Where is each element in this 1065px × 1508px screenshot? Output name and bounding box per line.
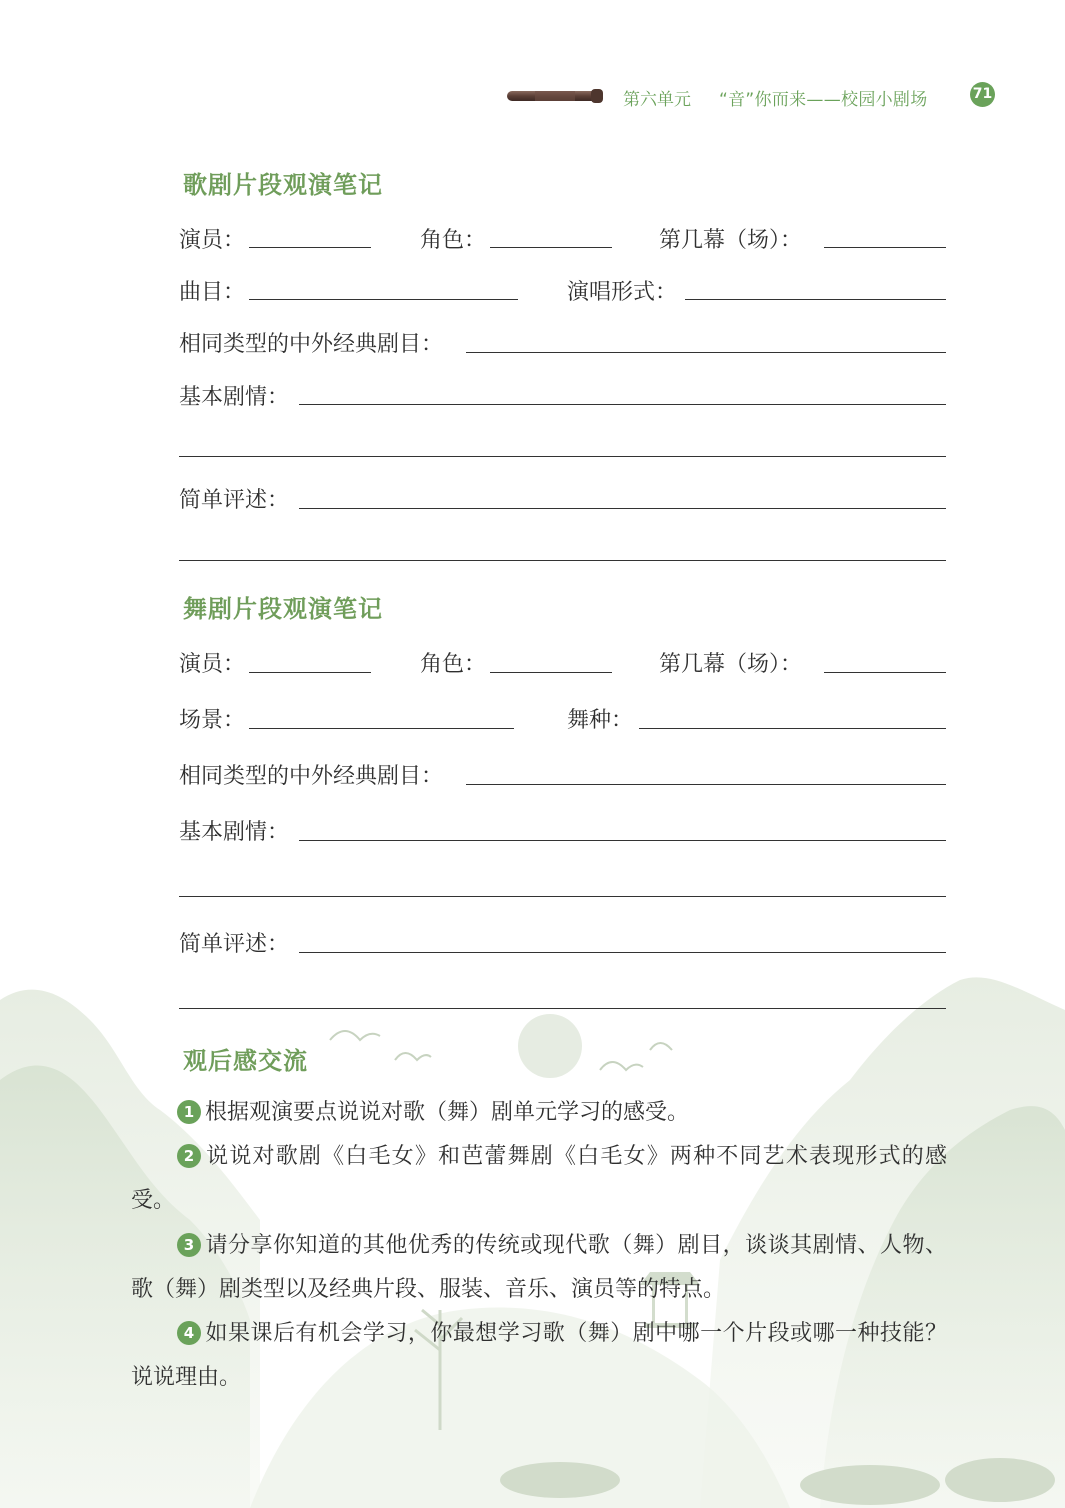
opera-role-field[interactable] xyxy=(490,247,612,248)
opera-similar-label: 相同类型的中外经典剧目： xyxy=(179,332,444,357)
reflection-heading: 观后感交流 xyxy=(183,1046,308,1075)
opera-act-field[interactable] xyxy=(824,247,946,248)
opera-plot-label: 基本剧情： xyxy=(179,385,290,410)
opera-song-field[interactable] xyxy=(249,299,518,300)
dance-type-label: 舞种： xyxy=(567,708,634,733)
dance-act-label: 第几幕（场）： xyxy=(659,652,803,677)
opera-role-label: 角色： xyxy=(420,228,487,253)
page-header xyxy=(505,82,1005,112)
dance-role-label: 角色： xyxy=(420,652,487,677)
dance-plot-label: 基本剧情： xyxy=(179,820,290,845)
flute-icon xyxy=(505,88,605,104)
opera-song-label: 曲目： xyxy=(179,280,246,305)
reflection-item-3 xyxy=(131,1224,947,1312)
dance-actor-field[interactable] xyxy=(249,672,371,673)
dance-plot-field[interactable] xyxy=(299,840,946,841)
dance-notes-heading: 舞剧片段观演笔记 xyxy=(183,594,383,623)
dance-review-field[interactable] xyxy=(299,952,946,953)
opera-notes-heading: 歌剧片段观演笔记 xyxy=(183,170,383,199)
page-number-badge: 71 xyxy=(970,82,995,107)
reflection-item-3-text: 请分享你知道的其他优秀的传统或现代歌（舞）剧目，谈谈其剧情、人物、歌（舞）剧类型以及经典片段、服装、音乐、演员等的特点。 xyxy=(131,1233,947,1302)
dance-review-label: 简单评述： xyxy=(179,932,290,957)
opera-actor-field[interactable] xyxy=(249,247,371,248)
dance-type-field[interactable] xyxy=(639,728,946,729)
opera-plot-field-continued[interactable] xyxy=(179,456,946,457)
reflection-item-2-text: 说说对歌剧《白毛女》和芭蕾舞剧《白毛女》两种不同艺术表现形式的感受。 xyxy=(131,1144,947,1213)
dance-scene-field[interactable] xyxy=(249,728,514,729)
reflection-item-1-text: 根据观演要点说说对歌（舞）剧单元学习的感受。 xyxy=(205,1100,690,1125)
dance-plot-field-continued[interactable] xyxy=(179,896,946,897)
dance-similar-field[interactable] xyxy=(466,784,946,785)
number-badge-4: 4 xyxy=(177,1321,201,1345)
reflection-item-4 xyxy=(131,1312,947,1400)
opera-actor-label: 演员： xyxy=(179,228,246,253)
reflection-item-1 xyxy=(131,1091,947,1135)
opera-form-label: 演唱形式： xyxy=(567,280,678,305)
dance-role-field[interactable] xyxy=(490,672,612,673)
opera-plot-field[interactable] xyxy=(299,404,946,405)
opera-review-field-continued[interactable] xyxy=(179,560,946,561)
reflection-item-4-text: 如果课后有机会学习，你最想学习歌（舞）剧中哪一个片段或哪一种技能？说说理由。 xyxy=(131,1321,947,1390)
dance-scene-label: 场景： xyxy=(179,708,246,733)
opera-act-label: 第几幕（场）： xyxy=(659,228,803,253)
dance-act-field[interactable] xyxy=(824,672,946,673)
number-badge-2: 2 xyxy=(177,1144,201,1168)
opera-similar-field[interactable] xyxy=(466,352,946,353)
unit-title: “音”你而来——校园小剧场 xyxy=(719,90,928,110)
opera-review-label: 简单评述： xyxy=(179,488,290,513)
dance-actor-label: 演员： xyxy=(179,652,246,677)
number-badge-3: 3 xyxy=(177,1233,201,1257)
number-badge-1: 1 xyxy=(177,1100,201,1124)
opera-form-field[interactable] xyxy=(685,299,946,300)
reflection-item-2 xyxy=(131,1135,947,1223)
dance-review-field-continued[interactable] xyxy=(179,1008,946,1009)
dance-similar-label: 相同类型的中外经典剧目： xyxy=(179,764,444,789)
unit-label: 第六单元 xyxy=(623,90,691,110)
opera-review-field[interactable] xyxy=(299,508,946,509)
